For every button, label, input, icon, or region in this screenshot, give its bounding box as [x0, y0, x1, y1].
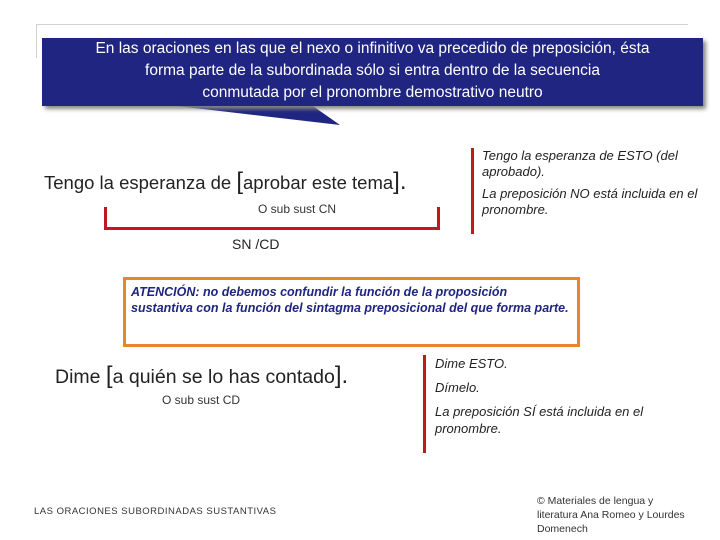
callout-line-3: conmutada por el pronombre demostrativo neutro [202, 84, 543, 101]
example-sentence-2 [55, 362, 348, 390]
footer-title: LAS ORACIONES SUBORDINADAS SUSTANTIVAS [34, 506, 277, 517]
example-1-close-bracket: ]. [393, 168, 407, 195]
example-1-before: Tengo la esperanza de [44, 172, 237, 193]
example-1-clause: aprobar este tema [243, 172, 394, 193]
note-2-line-1: Dime ESTO. [435, 356, 508, 371]
note-1 [471, 148, 702, 234]
example-1-function: SN /CD [232, 236, 280, 252]
example-2-close-bracket: ]. [334, 362, 349, 389]
callout-line-1: En las oraciones en las que el nexo o infinitivo va precedido de preposición, ésta [95, 40, 650, 57]
callout-line-2: forma parte de la subordinada sólo si entra dentro de la secuencia [145, 62, 600, 79]
note-2-line-3: La preposición SÍ está incluida en el pronombre. [435, 404, 644, 436]
example-2-open-bracket: [ [105, 362, 113, 389]
rule-callout [42, 38, 703, 106]
footer-credits: © Materiales de lengua y literatura Ana Romeo y Lourdes Domenech [537, 495, 685, 535]
example-2-before: Dime [55, 366, 106, 388]
note-1-line-2: La preposición NO está incluida en el pronombre. [482, 186, 698, 217]
note-1-line-1: Tengo la esperanza de ESTO (del aprobado). [482, 148, 678, 179]
example-2-clause: a quién se lo has contado [112, 366, 335, 388]
note-2 [423, 355, 695, 453]
attention-box: ATENCIÓN: no debemos confundir la función de la proposición sustantiva con la función del sintagma preposicional del que forma parte. [123, 277, 580, 347]
example-1-open-bracket: [ [236, 168, 244, 195]
example-2-label: O sub sust CD [162, 393, 241, 407]
note-2-line-2: Dímelo. [435, 380, 480, 395]
example-sentence-1 [44, 168, 407, 196]
example-1-label: O sub sust CN [258, 202, 337, 216]
example-1-underbracket [104, 207, 440, 230]
